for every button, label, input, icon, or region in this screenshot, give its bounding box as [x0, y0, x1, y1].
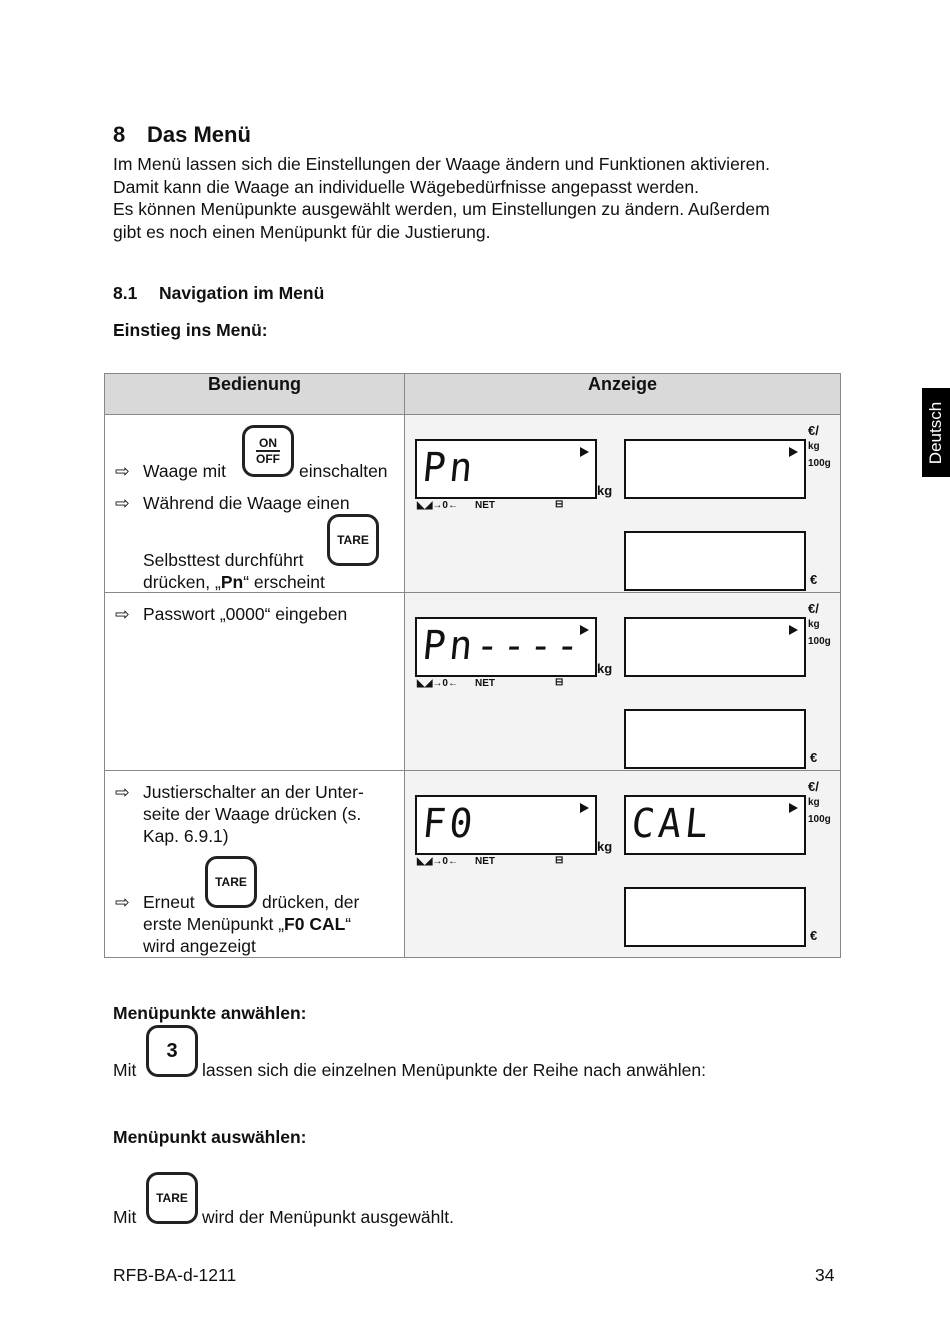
indicator-triangle-icon — [580, 447, 589, 457]
select-mit: Mit — [113, 1060, 137, 1080]
lcd-price-display — [624, 795, 806, 855]
kg-small-label: kg — [808, 797, 820, 808]
step-press-again-b: erste Menüpunkt „F0 CAL“ — [143, 914, 352, 934]
row2-display — [405, 593, 841, 771]
zero-indicator: ◣◢→0← — [417, 678, 458, 689]
on-off-key-icon: ON OFF — [242, 425, 294, 477]
header-bedienung: Bedienung — [105, 374, 405, 415]
entry-heading: Einstieg ins Menü: — [113, 320, 268, 340]
euro-per-label: €/ — [808, 423, 819, 438]
table-row — [105, 771, 841, 958]
g100-label: 100g — [808, 458, 831, 469]
net-indicator: NET — [475, 856, 495, 867]
table-row — [105, 593, 841, 771]
indicator-triangle-icon — [789, 447, 798, 457]
indicator-triangle-icon — [580, 625, 589, 635]
indicator-triangle-icon — [789, 803, 798, 813]
select-text: lassen sich die einzelnen Menüpunkte der Reihe nach anwählen: — [202, 1060, 706, 1080]
subsection-title: Navigation im Menü — [159, 283, 325, 303]
step-self-test-b: Selbsttest durchführt — [143, 550, 304, 570]
procedure-table — [104, 373, 841, 958]
unit-kg: kg — [597, 839, 613, 854]
subsection-number: 8.1 — [113, 283, 138, 303]
kg-small-label: kg — [808, 619, 820, 630]
select-heading: Menüpunkte anwählen: — [113, 1003, 307, 1023]
step-press-again-c: wird angezeigt — [143, 936, 256, 956]
lcd-main-display — [415, 795, 597, 855]
lcd-main-value: F0 — [420, 801, 479, 847]
euro-per-label: €/ — [808, 601, 819, 616]
table-row — [105, 415, 841, 593]
row1-display — [405, 415, 841, 593]
zero-indicator: ◣◢→0← — [417, 856, 458, 867]
net-indicator: NET — [475, 678, 495, 689]
g100-label: 100g — [808, 814, 831, 825]
battery-icon: ⊟ — [555, 855, 564, 866]
indicator-triangle-icon — [789, 625, 798, 635]
zero-indicator: ◣◢→0← — [417, 500, 458, 511]
lcd-second-value: CAL — [629, 801, 715, 847]
euro-label: € — [810, 750, 818, 765]
key-3-icon: 3 — [146, 1025, 198, 1077]
footer-doc-id: RFB-BA-d-1211 — [113, 1265, 237, 1285]
lcd-main-value: Pn---- — [420, 623, 586, 669]
step-self-test-c: drücken, „Pn“ erscheint — [143, 572, 325, 592]
lcd-main-value: Pn — [420, 445, 479, 491]
arrow-icon: ⇨ — [115, 892, 130, 912]
intro-paragraph — [113, 153, 853, 243]
step-calibration-switch-c: Kap. 6.9.1) — [143, 826, 229, 846]
kg-small-label: kg — [808, 441, 820, 452]
tare-key-icon: TARE — [205, 856, 257, 908]
euro-label: € — [810, 572, 818, 587]
language-tab — [922, 388, 950, 477]
step-press-again-post: drücken, der — [262, 892, 360, 912]
intro-line: Im Menü lassen sich die Einstellungen der Waage ändern und Funktionen aktivieren. — [113, 154, 770, 174]
arrow-icon: ⇨ — [115, 604, 130, 624]
lcd-total-display — [624, 531, 806, 591]
table-header-row — [105, 374, 841, 415]
header-anzeige: Anzeige — [405, 374, 841, 415]
arrow-icon: ⇨ — [115, 493, 130, 513]
lcd-main-display — [415, 617, 597, 677]
indicator-triangle-icon — [580, 803, 589, 813]
section-title: Das Menü — [147, 122, 251, 147]
lcd-total-display — [624, 887, 806, 947]
lcd-price-display — [624, 617, 806, 677]
step-calibration-switch-b: seite der Waage drücken (s. — [143, 804, 362, 824]
intro-line: Es können Menüpunkte ausgewählt werden, um Einstellungen zu ändern. Außerdem — [113, 199, 770, 219]
row3-display — [405, 771, 841, 958]
euro-per-label: €/ — [808, 779, 819, 794]
step-self-test: ⇨ Während die Waage einen — [115, 493, 350, 513]
net-indicator: NET — [475, 500, 495, 511]
section-number: 8 — [113, 122, 126, 147]
lcd-main-display — [415, 439, 597, 499]
battery-icon: ⊟ — [555, 677, 564, 688]
step-password: ⇨ Passwort „0000“ eingeben — [115, 604, 348, 624]
intro-line: gibt es noch einen Menüpunkt für die Justierung. — [113, 221, 491, 242]
step-switch-on-post: einschalten — [299, 461, 388, 481]
intro-line: Damit kann die Waage an individuelle Wägebedürfnisse angepasst werden. — [113, 176, 699, 197]
g100-label: 100g — [808, 636, 831, 647]
subsection-heading — [113, 283, 324, 304]
step-press-again: ⇨ Erneut — [115, 892, 195, 912]
step-switch-on: ⇨ Waage mit — [115, 461, 226, 481]
lcd-price-display — [624, 439, 806, 499]
tare-key-icon: TARE — [327, 514, 379, 566]
section-heading — [113, 122, 251, 148]
arrow-icon: ⇨ — [115, 782, 130, 802]
euro-label: € — [810, 928, 818, 943]
footer-page-number: 34 — [815, 1265, 835, 1285]
lcd-total-display — [624, 709, 806, 769]
row2-operation — [105, 593, 405, 771]
choose-mit: Mit — [113, 1207, 137, 1227]
unit-kg: kg — [597, 661, 613, 676]
row3-operation — [105, 771, 405, 958]
unit-kg: kg — [597, 483, 613, 498]
step-calibration-switch: ⇨ Justierschalter an der Unter- — [115, 782, 364, 802]
row1-operation — [105, 415, 405, 593]
choose-heading: Menüpunkt auswählen: — [113, 1127, 307, 1147]
choose-text: wird der Menüpunkt ausgewählt. — [202, 1207, 454, 1227]
battery-icon: ⊟ — [555, 499, 564, 510]
tare-key-icon: TARE — [146, 1172, 198, 1224]
language-tab-label: Deutsch — [926, 401, 945, 464]
arrow-icon: ⇨ — [115, 461, 130, 481]
